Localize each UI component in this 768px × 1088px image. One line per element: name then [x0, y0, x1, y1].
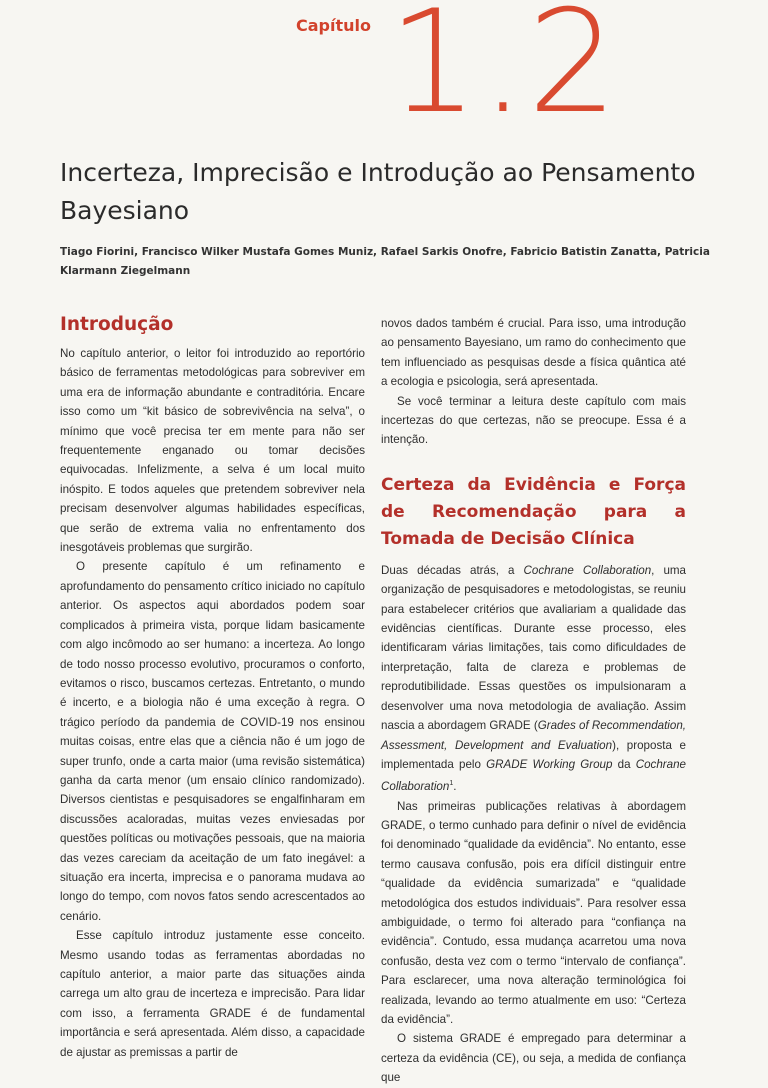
chapter-title: Incerteza, Imprecisão e Introdução ao Pensamento Bayesiano: [60, 158, 696, 225]
text-span: .: [453, 780, 457, 794]
section2-paragraph-2: Nas primeiras publicações relativas à abordagem GRADE, o termo cunhado para definir o nível de evidência foi denominado “qualidade da evidência”. No entanto, esse termo causava confusão, pois era difícil distinguir entre “qualidade da evidência sumarizada” e “qualidade metodológica dos estudos individuais”. Para resolver essa ambiguidade, o termo foi alterado para “confiança na evidência”. Contudo, essa mudança acarretou uma nova confusão, desta vez com o termo “intervalo de confiança”. Para esclarecer, uma nova alteração terminológica foi realizada, levando ao termo atualmente em uso: “Certeza da evidência”.: [381, 799, 686, 1027]
intro-paragraph-5: Se você terminar a leitura deste capítulo com mais incertezas do que certezas, não se preocupe. Essa é a intenção.: [381, 394, 686, 447]
intro-paragraph-1: No capítulo anterior, o leitor foi introduzido ao reportório básico de ferramentas metodológicas para sobreviver em uma era de informação abundante e contraditória. Encare isso como um “kit básico de sobrevivência na selva”, o mínimo que você precisa ter em mente para não ser frequentemente enganado ou tomar decisões equivocadas. Infelizmente, a selva é um local muito inóspito. E todos aqueles que pretendem sobreviver nela precisam desenvolver algumas habilidades específicas, que serão de extrema valia no enfrentamento dos inesgotáveis problemas que surgirão.: [60, 347, 365, 555]
italic-term: Cochrane Collaboration: [381, 757, 686, 794]
chapter-label: Capítulo: [296, 16, 371, 35]
text-span: ), proposta e implementada pelo: [381, 738, 686, 771]
intro-paragraph-4: novos dados também é crucial. Para isso, uma introdução ao pensamento Bayesiano, um ramo do conhecimento que tem influenciado as pesquisas desde a física quântica até a ecologia e psicologia, será apresentada.: [381, 317, 686, 389]
italic-term: Grades of Recommendation, Assessment, Development and Evaluation: [381, 719, 686, 752]
section2-paragraph-1: [381, 561, 686, 797]
text-span: Duas décadas atrás, a: [381, 563, 524, 577]
section2-paragraph-3: O sistema GRADE é empregado para determinar a certeza da evidência (CE), ou seja, a medida de confiança que: [381, 1032, 686, 1085]
italic-term: Cochrane Collaboration: [523, 563, 652, 577]
chapter-number: 1.2: [388, 0, 620, 145]
intro-paragraph-2: O presente capítulo é um refinamento e aprofundamento do pensamento crítico iniciado no capítulo anterior. Os aspectos aqui abordados podem soar complicados à primeira vista, porque lidam basicamente com algo incômodo ao ser humano: a incerteza. Ao longo de todo nosso processo evolutivo, procuramos o conforto, evitamos o risco, buscamos certezas. Entretanto, o mundo é incerto, e a biologia não é uma exceção à regra. O trágico período da pandemia de COVID-19 nos ensinou muitas coisas, entre elas que a ciência não é um jogo de super trunfo, onde a carta maior (uma revisão sistemática) ganha da carta menor (um ensaio clínico randomizado). Diversos cientistas e pesquisadores se engalfinharam em discussões acaloradas, muitas vezes enviesadas por questões políticas ou motivações pessoais, que na maioria das vezes careciam da aceitação de um fato inegável: a situação era incerta, imprecisa e o panorama mudava ao longo do tempo, com novos fatos sendo acrescentados ao cenário.: [60, 560, 365, 923]
reference-marker: 1: [449, 780, 454, 788]
intro-heading: Introdução: [60, 314, 174, 335]
text-span: , uma organização de pesquisadores e metodologistas, se reuniu para estabelecer critérios que avaliariam a qualidade das evidências científicas. Durante esse processo, eles identificaram várias limitações, tais como dificuldades de interpretação, falta de clareza e problemas de reprodutibilidade. Essas questões os impulsionaram a desenvolver uma nova metodologia de avaliação. Assim nascia a abordagem GRADE (: [381, 563, 686, 733]
authors: Tiago Fiorini, Francisco Wilker Mustafa Gomes Muniz, Rafael Sarkis Onofre, Fabricio Batistin Zanatta, Patricia Klarmann Ziegelmann: [60, 246, 710, 277]
right-column: [381, 314, 686, 1088]
italic-term: GRADE Working Group: [486, 757, 613, 771]
intro-paragraph-3: Esse capítulo introduz justamente esse conceito. Mesmo usando todas as ferramentas abordadas no capítulo anterior, a maior parte das situações ainda carrega um alto grau de incerteza e imprecisão. Para lidar com isso, a ferramenta GRADE é de fundamental importância e será apresentada. Além disso, a capacidade de ajustar as premissas a partir de: [60, 929, 365, 1059]
section2-heading: Certeza da Evidência e Força de Recomendação para a Tomada de Decisão Clínica: [381, 474, 686, 549]
left-column: [60, 312, 365, 1062]
text-span: da: [612, 757, 636, 771]
